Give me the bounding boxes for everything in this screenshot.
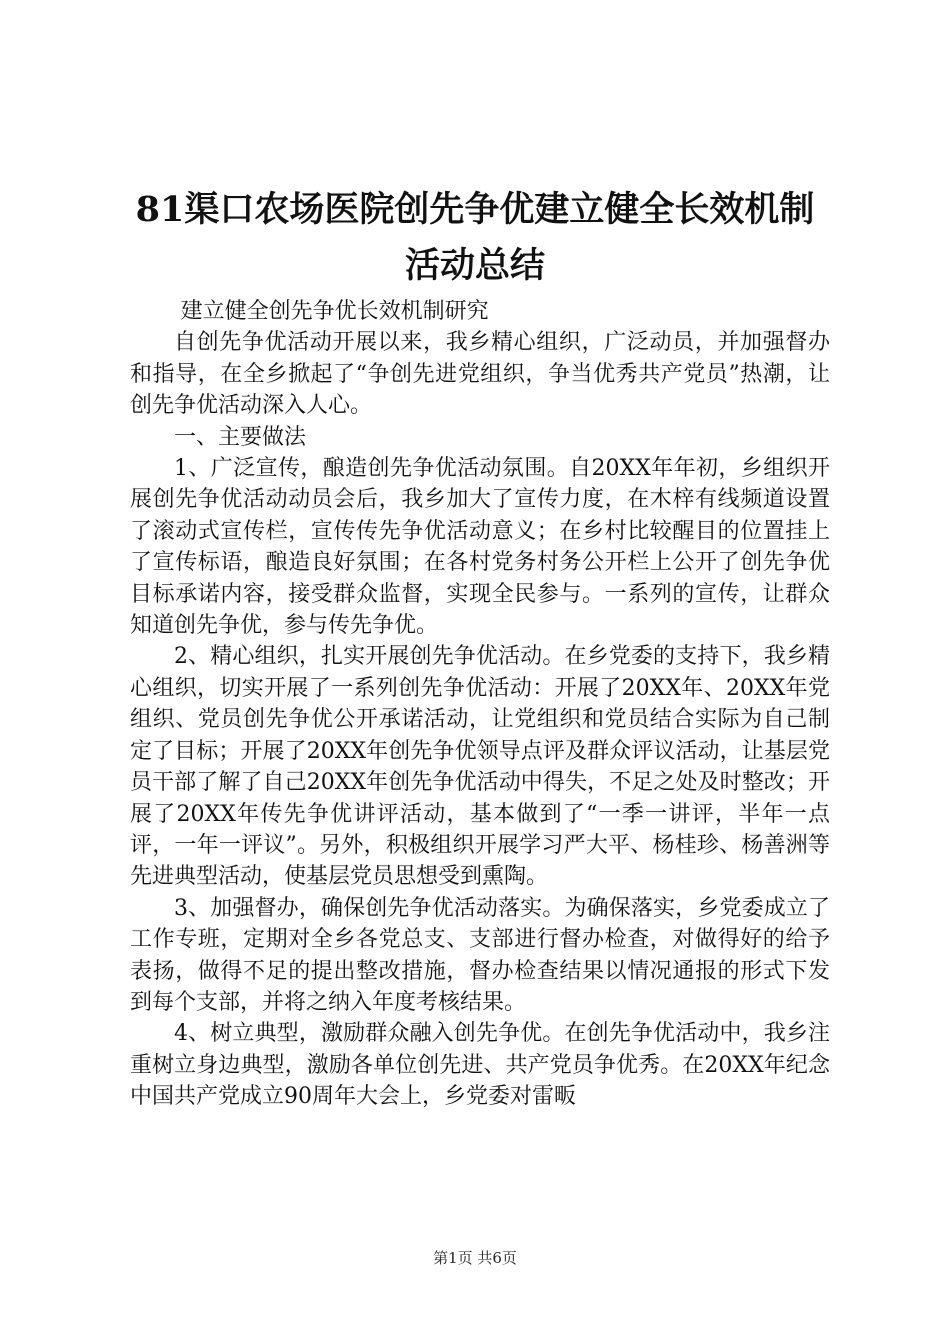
paragraph-item-4: 4、树立典型，激励群众融入创先争优。在创先争优活动中，我乡注重树立身边典型，激励各单位创先进、共产党员争优秀。在20XX年纪念中国共产党成立90周年大会上，乡党委对雷畈 xyxy=(130,1021,830,1110)
paragraph-item-3: 3、加强督办，确保创先争优活动落实。为确保落实，乡党委成立了工作专班，定期对全乡各党总支、支部进行督办检查，对做得好的给予表扬，做得不足的提出整改措施，督办检查结果以情况通报的形式下发到每个支部，并将之纳入年度考核结果。 xyxy=(130,895,830,1015)
document-title-line-1: 81渠口农场医院创先争优建立健全长效机制 xyxy=(135,189,815,230)
document-body xyxy=(130,296,830,1113)
document-subtitle: 建立健全创先争优长效机制研究 xyxy=(180,299,489,324)
paragraph-intro: 自创先争优活动开展以来，我乡精心组织，广泛动员，并加强督办和指导，在全乡掀起了“争创先进党组织，争当优秀共产党员”热潮，让创先争优活动深入人心。 xyxy=(130,330,830,419)
page-number-footer: 第1页 共6页 xyxy=(433,1249,517,1267)
section-heading: 一、主要做法 xyxy=(174,424,307,450)
paragraph-item-2: 2、精心组织，扎实开展创先争优活动。在乡党委的支持下，我乡精心组织，切实开展了一系列创先争优活动：开展了20XX年、20XX年党组织、党员创先争优公开承诺活动，让党组织和党员结合实际为自己制定了目标；开展了20XX年创先争优领导点评及群众评议活动，让基层党员干部了解了自己20XX年创先争优活动中得失，不足之处及时整改；开展了20XX年传先争优讲评活动，基本做到了“一季一讲评，半年一点评，一年一评议”。另外，积极组织开展学习严大平、杨桂珍、杨善洲等先进典型活动，使基层党员思想受到熏陶。 xyxy=(130,644,830,890)
paragraph-item-1: 1、广泛宣传，酿造创先争优活动氛围。自20XX年年初，乡组织开展创先争优活动动员会后，我乡加大了宣传力度，在木梓有线频道设置了滚动式宣传栏，宣传传先争优活动意义；在乡村比较醒目的位置挂上了宣传标语，酿造良好氛围；在各村党务村务公开栏上公开了创先争优目标承诺内容，接受群众监督，实现全民参与。一系列的宣传，让群众知道创先争优，参与传先争优。 xyxy=(130,456,830,639)
document-title-line-2: 活动总结 xyxy=(404,245,545,286)
